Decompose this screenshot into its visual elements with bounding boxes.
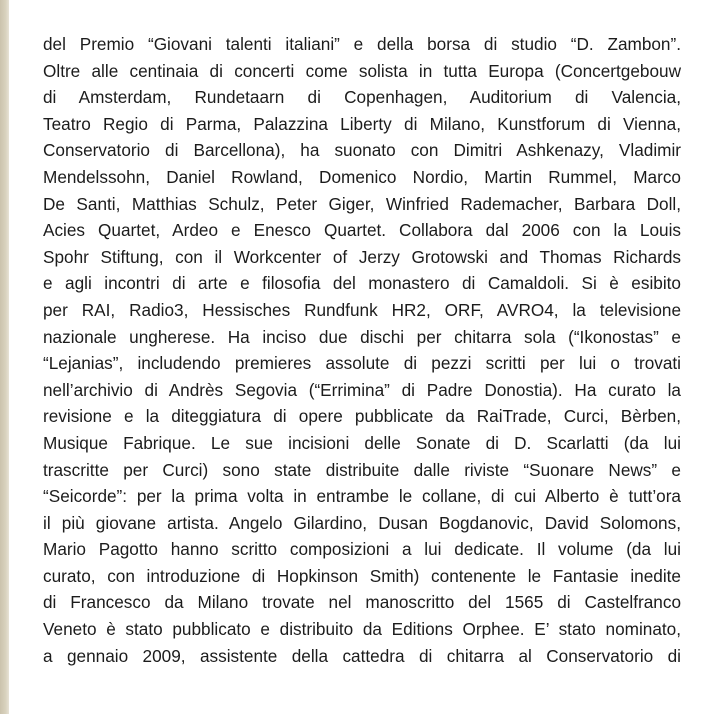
text-line: a gennaio 2009, assistente della cattedra di chitarra al Conservatorio di [43,645,681,666]
text-line: revisione e la diteggiatura di opere pubblicate da RaiTrade, Curci, Bèrben, [43,406,681,427]
text-line: nell’archivio di Andrès Segovia (“Errimina” di Padre Donostia). Ha curato la [43,379,681,400]
text-line: di Amsterdam, Rundetaarn di Copenhagen, Auditorium di Valencia, [43,87,681,108]
text-line: del Premio “Giovani talenti italiani” e della borsa di studio “D. Zambon”. [43,34,681,54]
text-line: Spohr Stiftung, con il Workcenter of Jerzy Grotowski and Thomas Richards [43,246,681,267]
text-line: per RAI, Radio3, Hessisches Rundfunk HR2, ORF, AVRO4, la televisione [43,299,681,320]
text-line: di Francesco da Milano trovate nel manoscritto del 1565 di Castelfranco [43,592,681,613]
text-line: curato, con introduzione di Hopkinson Smith) contenente le Fantasie inedite [43,565,681,586]
text-line: il più giovane artista. Angelo Gilardino, Dusan Bogdanovic, David Solomons, [43,512,681,533]
text-line: Veneto è stato pubblicato e distribuito da Editions Orphee. E’ stato nominato, [43,619,681,640]
text-line: trascritte per Curci) sono state distribuite dalle riviste “Suonare News” e [43,459,681,480]
text-line: Conservatorio di Barcellona), ha suonato con Dimitri Ashkenazy, Vladimir [43,140,681,161]
text-line: Acies Quartet, Ardeo e Enesco Quartet. Collabora dal 2006 con la Louis [43,220,681,241]
text-line: e agli incontri di arte e filosofia del monastero di Camaldoli. Si è esibito [43,273,681,294]
text-line: “Seicorde”: per la prima volta in entrambe le collane, di cui Alberto è tutt’ora [43,486,681,507]
text-line: De Santi, Matthias Schulz, Peter Giger, Winfried Rademacher, Barbara Doll, [43,193,681,214]
text-line: Oltre alle centinaia di concerti come solista in tutta Europa (Concertgebouw [43,60,681,81]
text-line: Musique Fabrique. Le sue incisioni delle Sonate di D. Scarlatti (da lui [43,432,681,453]
text-line: “Lejanias”, includendo premieres assolute di pezzi scritti per lui o trovati [43,353,681,374]
text-line: nazionale ungherese. Ha inciso due dischi per chitarra sola (“Ikonostas” e [43,326,681,347]
biography-text [43,31,681,669]
text-line: Mendelssohn, Daniel Rowland, Domenico Nordio, Martin Rummel, Marco [43,166,681,187]
text-line: Teatro Regio di Parma, Palazzina Liberty di Milano, Kunstforum di Vienna, [43,113,681,134]
page-spine-edge [0,0,9,714]
text-line: Mario Pagotto hanno scritto composizioni a lui dedicate. Il volume (da lui [43,539,681,560]
